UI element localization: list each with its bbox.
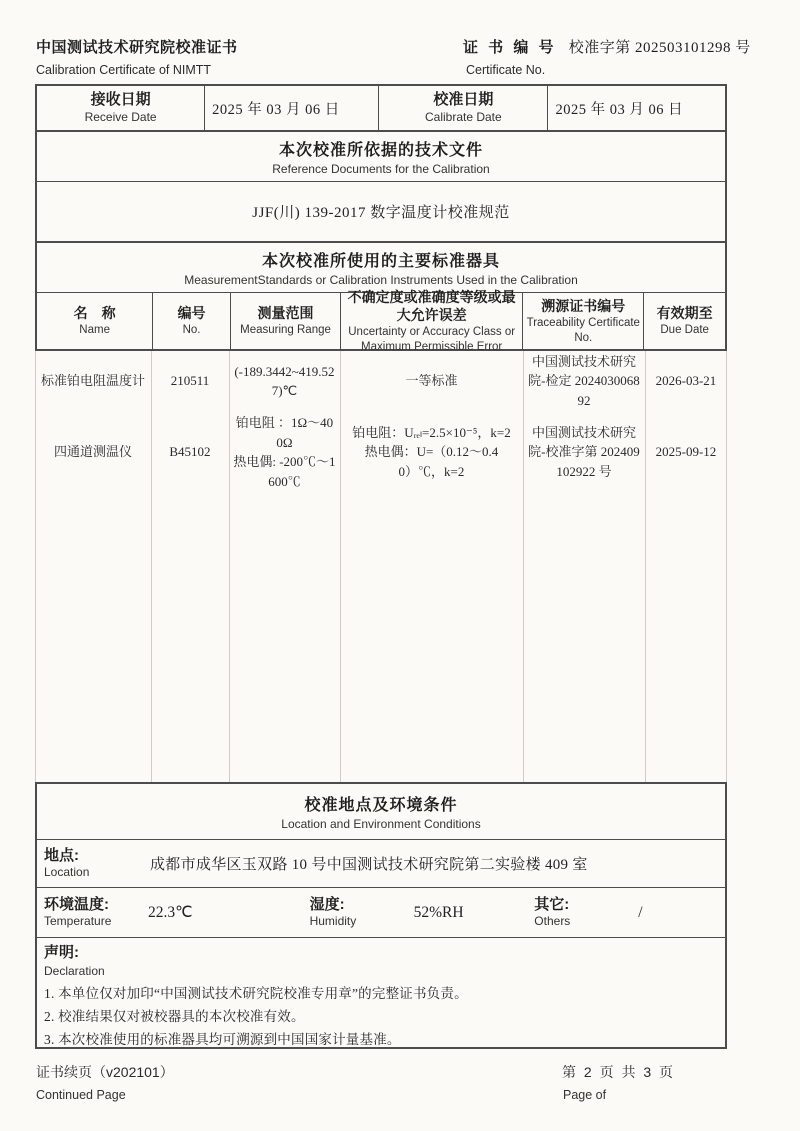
cell-uncertainty: 铂电阻：Uᵣₑₗ=2.5×10⁻⁵，k=2 热电偶：U=（0.12～0.40）℃，k=2 [352, 424, 511, 479]
standards-section [35, 243, 727, 351]
footer-page-number: 第 2 页 共 3 页 [562, 1064, 676, 1080]
cell-measuring-range: 铂电阻 ：1Ω～400Ω 热电偶: -200℃～1600℃ [233, 415, 336, 489]
reference-section-title: 本次校准所依据的技术文件 Reference Documents for the Calibration [272, 142, 490, 176]
humidity-label: 湿度: Humidity [309, 895, 357, 929]
certificate-number-label-en: Certificate No. [466, 63, 546, 77]
location-label: 地点: Location [44, 846, 90, 880]
certificate-number [463, 36, 751, 57]
declaration-item: 1. 本单位仅对加印“中国测试技术研究院校准专用章”的完整证书负责。 [44, 985, 468, 1001]
cell-no: 210511 [170, 373, 210, 389]
humidity-value: 52%RH [413, 903, 464, 921]
declaration-label-en: Declaration [44, 963, 105, 978]
location-row [37, 839, 725, 887]
page-header [35, 36, 751, 84]
receive-date-value: 2025 年 03 月 06 日 [204, 86, 378, 130]
environment-row [37, 887, 725, 937]
cell-no: B45102 [169, 444, 211, 460]
table-row [35, 351, 727, 411]
temperature-value: 22.3℃ [148, 904, 193, 921]
column-header-due-date: 有效期至 Due Date [643, 293, 725, 349]
declaration-item: 2. 校准结果仅对被校器具的本次校准有效。 [44, 1008, 305, 1024]
declaration-item: 3. 本次校准使用的标准器具均可溯源到中国国家计量基准。 [44, 1032, 401, 1048]
certificate-number-value: 校准字第 202503101298 号 [568, 40, 751, 56]
page-footer [35, 1062, 727, 1114]
footer-continued-page-en: Continued Page [36, 1088, 126, 1102]
cell-traceability: 中国测试技术研究院-检定 202403006892 [528, 353, 640, 408]
location-value: 成都市成华区玉双路 10 号中国测试技术研究院第二实验楼 409 室 [150, 857, 588, 873]
column-header-uncertainty: 不确定度或准确度等级或最大允许误差 Uncertainty or Accuracy Class or Maximum Permissible Error [340, 293, 522, 349]
standards-table-header [37, 288, 725, 353]
others-label: 其它: Others [534, 895, 571, 929]
cell-due-date: 2026-03-21 [655, 373, 717, 389]
declaration-block [37, 937, 725, 1047]
standards-section-title: 本次校准所使用的主要标准器具 MeasurementStandards or Calibration Instruments Used in the Calibration [184, 253, 578, 287]
footer-continued-page-zh: 证书续页（v202101） [36, 1064, 174, 1080]
declaration-label: 声明: [44, 944, 79, 961]
calibrate-date-value: 2025 年 03 月 06 日 [547, 86, 725, 130]
column-header-measuring-range: 测量范围 Measuring Range [230, 293, 340, 349]
cell-due-date: 2025-09-12 [655, 444, 717, 460]
footer-page-number-en: Page of [563, 1088, 607, 1102]
humidity-group [310, 896, 535, 930]
cell-uncertainty: 一等标准 [405, 373, 458, 389]
cell-name: 四通道测温仪 [53, 444, 132, 460]
location-environment-section [35, 782, 727, 1049]
table-row [35, 411, 727, 493]
temperature-label: 环境温度: Temperature [44, 895, 112, 929]
location-section-title: 校准地点及环境条件 Location and Environment Conditions [281, 797, 481, 831]
cell-measuring-range: (-189.3442~419.527)℃ [234, 363, 335, 398]
temperature-group [44, 896, 310, 930]
cell-traceability: 中国测试技术研究院-校准字第 202409102922 号 [528, 424, 640, 479]
others-value: / [638, 903, 643, 921]
column-header-no: 编号 No. [152, 293, 230, 349]
dates-table [35, 84, 727, 132]
column-header-name: 名 称 Name [73, 305, 116, 337]
cell-name: 标准铂电阻温度计 [40, 373, 145, 389]
doc-title-zh: 中国测试技术研究院校准证书 [36, 39, 238, 56]
calibrate-date-label: 校准日期 Calibrate Date [378, 86, 547, 130]
reference-documents-section [35, 132, 727, 243]
others-group [534, 896, 725, 930]
reference-document-text: JJF(川) 139-2017 数字温度计校准规范 [37, 181, 725, 241]
standards-table-body [35, 351, 727, 782]
receive-date-label: 接收日期 Receive Date [84, 91, 157, 124]
certificate-number-label: 证 书 编 号 [463, 39, 557, 56]
column-header-traceability: 溯源证书编号 Traceability Certificate No. [522, 293, 643, 349]
doc-title-en: Calibration Certificate of NIMTT [36, 63, 212, 77]
